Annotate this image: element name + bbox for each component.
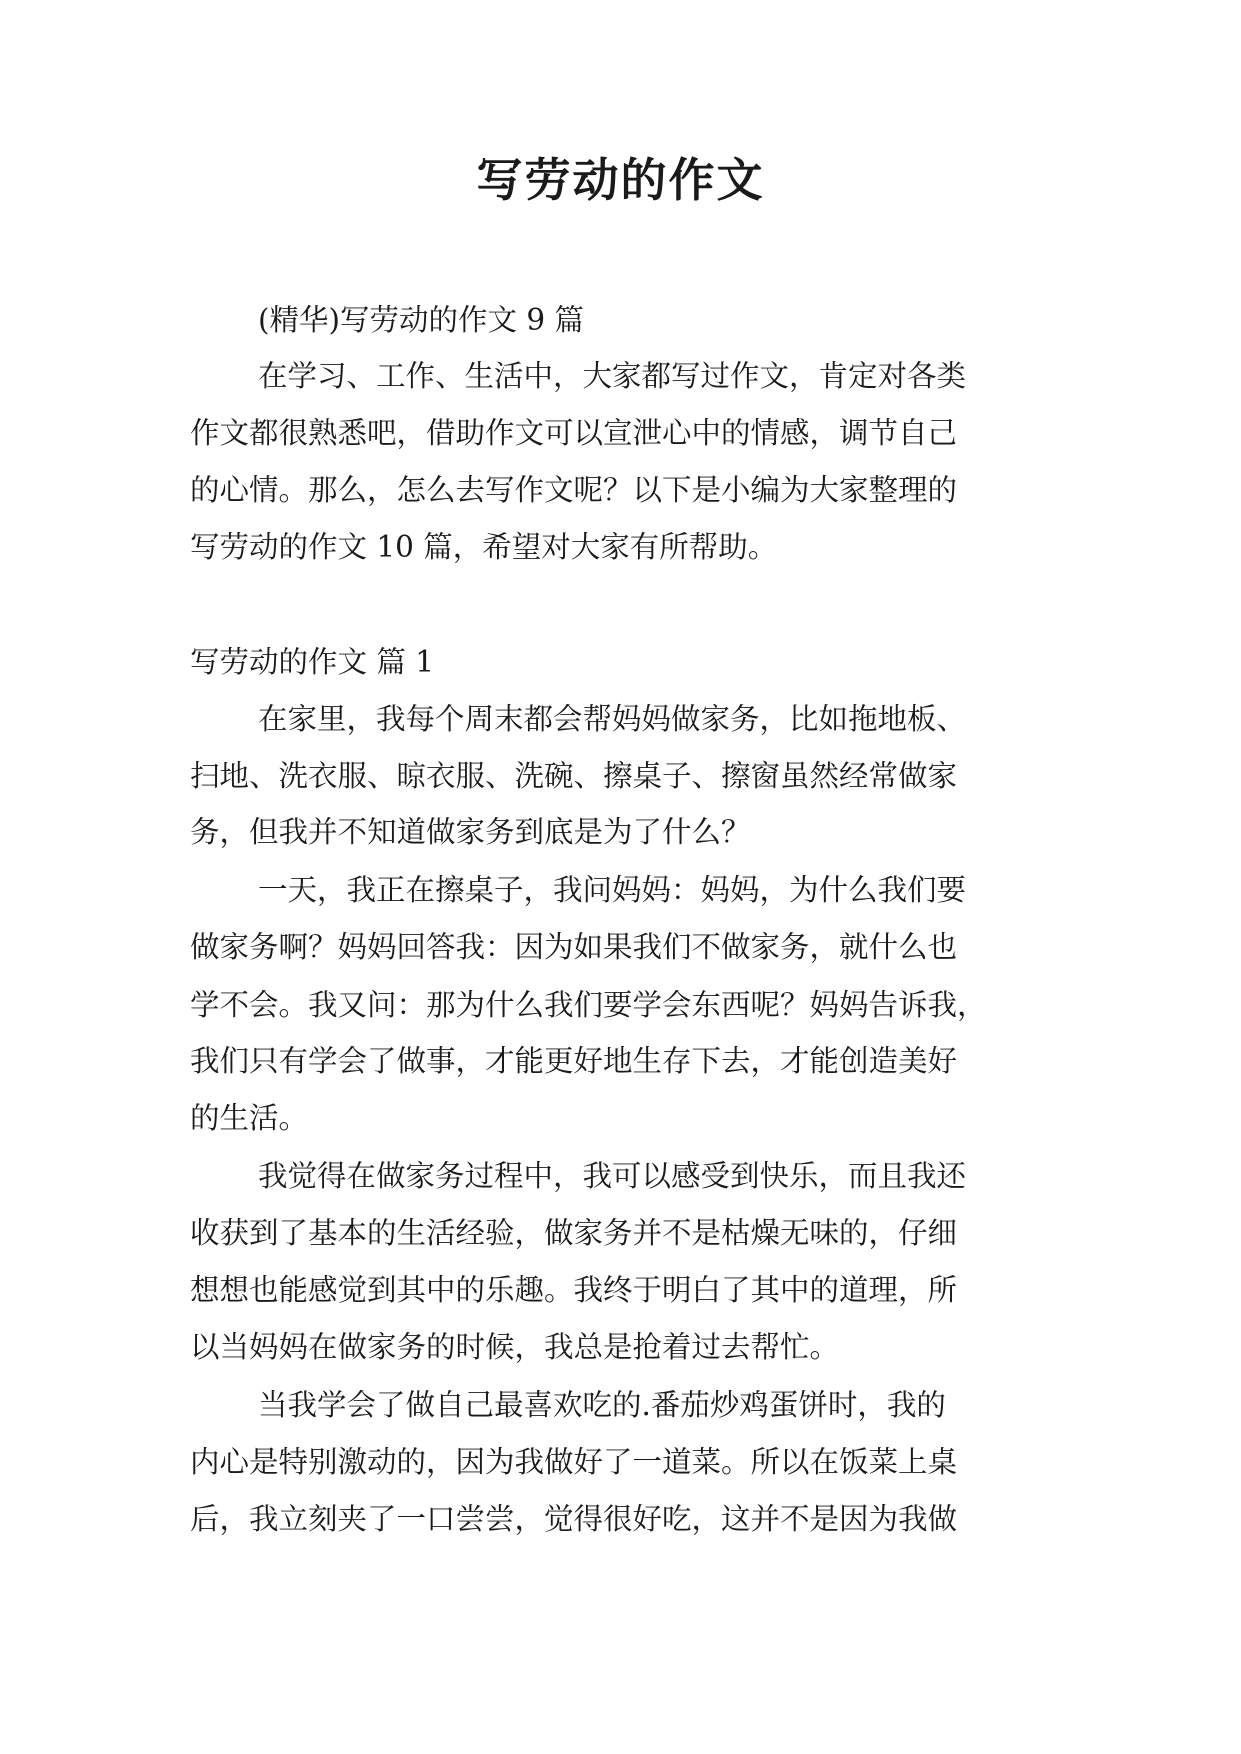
subtitle-line: (精华)写劳动的作文 9 篇 bbox=[258, 303, 585, 337]
paragraph-line: 务，但我并不知道做家务到底是为了什么？ bbox=[190, 815, 751, 849]
paragraph-line: 作文都很熟悉吧，借助作文可以宣泄心中的情感，调节自己 bbox=[190, 416, 958, 450]
paragraph-line: 我们只有学会了做事，才能更好地生存下去，才能创造美好 bbox=[190, 1044, 958, 1078]
paragraph-line: 以当妈妈在做家务的时候，我总是抢着过去帮忙。 bbox=[190, 1330, 840, 1364]
paragraph-line: 的心情。那么，怎么去写作文呢？以下是小编为大家整理的 bbox=[190, 473, 958, 507]
paragraph-line: 想想也能感觉到其中的乐趣。我终于明白了其中的道理，所 bbox=[190, 1273, 958, 1307]
paragraph-line: 的生活。 bbox=[190, 1101, 309, 1135]
paragraph-line: 收获到了基本的生活经验，做家务并不是枯燥无味的，仔细 bbox=[190, 1216, 958, 1250]
paragraph-line: 在学习、工作、生活中，大家都写过作文，肯定对各类 bbox=[258, 359, 967, 393]
paragraph-line: 写劳动的作文 10 篇，希望对大家有所帮助。 bbox=[190, 530, 778, 564]
section-heading: 写劳动的作文 篇 1 bbox=[190, 645, 435, 679]
paragraph-line: 扫地、洗衣服、晾衣服、洗碗、擦桌子、擦窗虽然经常做家 bbox=[190, 759, 958, 793]
paragraph-line: 学不会。我又问：那为什么我们要学会东西呢？妈妈告诉我， bbox=[190, 988, 987, 1022]
page-title: 写劳动的作文 bbox=[476, 153, 765, 207]
paragraph-line: 做家务啊？妈妈回答我：因为如果我们不做家务，就什么也 bbox=[190, 930, 958, 964]
paragraph-line: 我觉得在做家务过程中，我可以感受到快乐，而且我还 bbox=[258, 1159, 967, 1193]
paragraph-line: 后，我立刻夹了一口尝尝，觉得很好吃，这并不是因为我做 bbox=[190, 1502, 958, 1536]
paragraph-line: 一天，我正在擦桌子，我问妈妈：妈妈，为什么我们要 bbox=[258, 873, 967, 907]
paragraph-line: 内心是特别激动的，因为我做好了一道菜。所以在饭菜上桌 bbox=[190, 1445, 958, 1479]
paragraph-line: 当我学会了做自己最喜欢吃的.番茄炒鸡蛋饼时，我的 bbox=[258, 1388, 946, 1422]
paragraph-line: 在家里，我每个周末都会帮妈妈做家务，比如拖地板、 bbox=[258, 702, 967, 736]
